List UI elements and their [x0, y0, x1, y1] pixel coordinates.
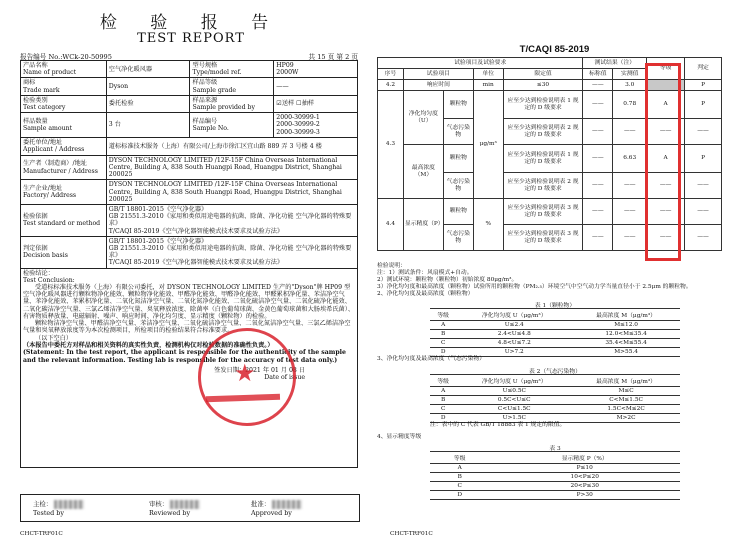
t3-cell: 10<P≤20 — [489, 473, 680, 482]
t2-cell: 0.5C<U≤C — [456, 396, 572, 405]
t2-cell: D — [430, 414, 456, 423]
tested-by-label: 主检： — [33, 500, 53, 508]
t1-cell: 35.4<M≤55.4 — [572, 339, 680, 348]
u-gas-grade: —— — [647, 119, 685, 145]
note-line: 2）测试环境：颗粒物（颗粒物）初始浓度 80μg/m³。 — [377, 277, 518, 283]
t1-cell: B — [430, 330, 456, 339]
t3-cell: C — [430, 482, 489, 491]
t1-cell: 12.0<M≤35.4 — [572, 330, 680, 339]
m-gas-label: 气态污染物 — [443, 173, 473, 199]
note-line: 3）净化均匀度和最高浓度（颗粒物）试验所用的颗粒物（PM₂.₅）环境空气中空气动力学当量直径小于 2.5μm 的颗粒物。 — [377, 284, 692, 290]
row-4-4-no: 4.4 — [378, 199, 404, 251]
factory-label: 生产企业/地址 Factory/ Address — [21, 180, 107, 205]
row-4-2-std: —— — [583, 80, 613, 91]
u-particle-limit: 应至少达到检验说明表 1 规定的 D 级要求 — [503, 91, 583, 119]
t2-head: 等级 — [430, 375, 456, 387]
sample-no-label: 样品编号 Sample No. — [190, 113, 274, 138]
category-value: 委托检验 — [106, 95, 190, 112]
manufacturer-value: DYSON TECHNOLOGY LIMITED /12F-15F China Overseas International Centre, Building A, 838 South Huangpi Road, Huangpu District, Shanghai 200025 — [106, 155, 357, 180]
test-notes — [377, 263, 722, 298]
t3-head: 显示精度 P（%） — [489, 452, 680, 464]
u-particle-std: —— — [583, 91, 613, 119]
table3-caption: 表 3 — [549, 446, 561, 452]
conclusion-body-2: 颗粒物洁净空气量、甲醛洁净空气量、苯洁净空气量、二氧化硫洁净空气量、二氧化氮洁净空气量、三氯乙烯洁净空气量和臭氧释放浓度等为本次检测项目，所检项目的检验结果符合标准要求。 — [23, 320, 351, 335]
head-result: 测试结果（注） — [583, 58, 647, 69]
model-label: 型号规格 Type/model ref. — [190, 61, 274, 78]
approved-by-label: 批准： — [251, 500, 271, 508]
t1-head: 等级 — [430, 309, 456, 321]
conclusion-body: 受道标标准技术服务（上海）有限公司委托，对 DYSON TECHNOLOGY LIMITED 生产的"Dyson"牌 HP09 型空气净化暖风器进行颗粒物净化能效、颗粒物净化能效、甲醛净化能效、甲醛净化能效、甲醛累积净化量、苯洁净空气量、苯净化能效、苯累积净化量、二氧化氮洁净空气量、二氧化氮净化能效、二氧化硫洁净空气量、二氧化硫净化能效、二氧化碳洁净空气量、三氯乙烯洁净空气量、臭氧释放浓度、除菌率（白色葡萄球菌、金黄色葡萄球菌和大肠埃希氏菌）、有害物质释放量、电磁辐射、噪声、响应时间、净化均匀度、显示精度（颗粒物）的检验。 — [23, 284, 355, 320]
u-gas-label: 气态污染物 — [443, 119, 473, 145]
m-gas-judge: —— — [685, 173, 722, 199]
factory-value: DYSON TECHNOLOGY LIMITED /12F-15F China Overseas International Centre, Building A, 838 South Huangpi Road, Huangpu District, Shanghai 200025 — [106, 180, 357, 205]
u-gas-meas: —— — [613, 119, 647, 145]
uniformity-label: 净化均匀度 （U） — [403, 91, 443, 145]
conclusion-blank: （以下空白） — [35, 334, 73, 342]
p-particle-limit: 应至少达到检验说明表 3 规定的 D 级要求 — [503, 199, 583, 225]
quantity-value: 3 台 — [106, 113, 190, 138]
u-particle-grade: A — [647, 91, 685, 119]
issue-date: 签发日期：2021 年 01 月 08 日 — [214, 367, 305, 375]
p-gas-limit: 应至少达到检验说明表 3 规定的 D 级要求 — [503, 225, 583, 251]
standard-title: T/CAQI 85-2019 — [519, 44, 590, 55]
report-info-table — [20, 60, 358, 468]
row-4-3-no: 4.3 — [378, 91, 404, 199]
quantity-label: 样品数量 Sample amount — [21, 113, 107, 138]
report-title-cn: 检 验 报 告 — [99, 13, 283, 33]
t3-cell: B — [430, 473, 489, 482]
signature-row — [20, 494, 360, 522]
t1-cell: 2.4<U≤4.8 — [456, 330, 572, 339]
grade-column-highlight — [645, 63, 681, 261]
model-value: HP09 2000W — [274, 61, 358, 78]
manufacturer-label: 生产者（制造商）/地址 Manufacturer / Address — [21, 155, 107, 180]
p-particle-meas: —— — [613, 199, 647, 225]
reviewed-by-label: 审核： — [149, 500, 169, 508]
note-line: 检验说明： — [377, 263, 406, 269]
t3-cell: P≤10 — [489, 464, 680, 473]
official-seal — [198, 328, 296, 426]
t2-cell: M≤C — [572, 387, 680, 396]
product-name-label: 产品名称 Name of product — [21, 61, 107, 78]
u-particle-meas: 0.78 — [613, 91, 647, 119]
statement-en: (Statement: In the test report, the applicant is responsible for the authenticity of the sample and the relevant information. Testing lab is responsible for the accuracy of test data only.) — [23, 348, 346, 364]
approved-by-signature — [272, 500, 302, 509]
t2-cell: 1.5C<M≤2C — [572, 405, 680, 414]
col-std: 标称值 — [583, 69, 613, 80]
standard-value: GB/T 18801-2015《空气净化器》 GB 21551.3-2010《家用和类似用途电器的抗菌、除菌、净化功能 空气净化器的特殊要求》 T/CAQI 85-2019《空气净化器智能模式技术要求及试验方法》 — [106, 205, 357, 237]
conclusion-cell — [21, 268, 358, 467]
u-gas-limit: 应至少达到检验说明表 2 规定的 D 级要求 — [503, 119, 583, 145]
m-particle-limit: 应至少达到检验说明表 1 规定的 D 级要求 — [503, 145, 583, 173]
page-number: 共 15 页 第 2 页 — [308, 53, 358, 61]
t3-cell: D — [430, 491, 489, 500]
unit-pct: % — [473, 199, 503, 251]
t1-cell: C — [430, 339, 456, 348]
t2-head: 净化均匀度 U（μg/m³） — [456, 375, 572, 387]
head-grade: 等级 — [647, 58, 685, 80]
note-line: 注：1）测试条件：风扇模式+自动。 — [377, 270, 473, 276]
t2-cell: C — [430, 405, 456, 414]
row-4-2-judge: P — [685, 80, 722, 91]
row-4-2-unit: min — [473, 80, 503, 91]
table1-caption: 表 1（颗粒物） — [534, 303, 576, 309]
t3-cell: P>30 — [489, 491, 680, 500]
table2-caption: 表 2（气态污染物） — [529, 369, 581, 375]
col-meas: 实测值 — [613, 69, 647, 80]
trademark-label: 商标 Trade mark — [21, 78, 107, 95]
source-value: ☑送样 ☐抽样 — [274, 95, 358, 112]
product-name-value: 空气净化暖风器 — [106, 61, 190, 78]
statement-cn: （本报告中委托方对样品和相关资料的真实性负责，检测机构仅对检验数据的准确性负责。） — [23, 341, 274, 349]
u-particle-label: 颗粒物 — [443, 91, 473, 119]
m-particle-meas: 6.63 — [613, 145, 647, 173]
col-unit: 单位 — [473, 69, 503, 80]
head-items: 试验项目及试验要求 — [378, 58, 583, 69]
t1-head: 最高浓度 M（μg/m³） — [572, 309, 680, 321]
col-no: 序号 — [378, 69, 404, 80]
category-label: 检验类别 Test category — [21, 95, 107, 112]
t3-head: 等级 — [430, 452, 489, 464]
reviewed-by-signature — [170, 500, 200, 509]
p-gas-std: —— — [583, 225, 613, 251]
col-limit: 限定值 — [503, 69, 583, 80]
reviewed-by-label-en: Reviewed by — [149, 508, 191, 517]
table1 — [430, 308, 680, 357]
t2-head: 最高浓度 M（μg/m³） — [572, 375, 680, 387]
report-title-en: TEST REPORT — [137, 31, 245, 46]
t2-cell: U≤0.5C — [456, 387, 572, 396]
row-4-2-limit: ≤30 — [503, 80, 583, 91]
right-report-page — [370, 0, 739, 545]
t1-head: 净化均匀度 U（μg/m³） — [456, 309, 572, 321]
u-gas-std: —— — [583, 119, 613, 145]
m-gas-meas: —— — [613, 173, 647, 199]
u-particle-judge: P — [685, 91, 722, 119]
conclusion-heading: 检验结论： — [23, 269, 54, 277]
m-particle-label: 颗粒物 — [443, 145, 473, 173]
t1-cell: 4.8<U≤7.2 — [456, 339, 572, 348]
applicant-value: 道标标准技术服务（上海）有限公司/上海市徐汇区宜山路 889 弄 3 号楼 4 楼 — [106, 137, 357, 155]
p-particle-grade: —— — [647, 199, 685, 225]
p-gas-judge: —— — [685, 225, 722, 251]
col-item: 试验项目 — [403, 69, 473, 80]
t2-cell: A — [430, 387, 456, 396]
t2-cell: M>2C — [572, 414, 680, 423]
m-gas-limit: 应至少达到检验说明表 2 规定的 D 级要求 — [503, 173, 583, 199]
p-particle-std: —— — [583, 199, 613, 225]
p-particle-label: 颗粒物 — [443, 199, 473, 225]
note-line: 2、净化均匀度及最高浓度（颗粒物） — [377, 291, 474, 297]
head-judge: 判定 — [685, 58, 722, 80]
u-gas-judge: —— — [685, 119, 722, 145]
m-particle-grade: A — [647, 145, 685, 173]
left-footer-code: CHCT-TRF01C — [20, 531, 63, 537]
row-4-2-meas: 3.0 — [613, 80, 647, 91]
table2-footer-note: 注：表中的 C 代表 GB/T 18883 表 1 规定的限值。 — [430, 422, 566, 428]
t2-cell: U>1.5C — [456, 414, 572, 423]
applicant-label: 委托单位/地址 Applicant / Address — [21, 137, 107, 155]
m-particle-judge: P — [685, 145, 722, 173]
m-particle-std: —— — [583, 145, 613, 173]
decision-value: GB/T 18801-2015《空气净化器》 GB 21551.3-2010《家用和类似用途电器的抗菌、除菌、净化功能 空气净化器的特殊要求》 T/CAQI 85-2019《空气净化器智能模式技术要求及试验方法》 — [106, 236, 357, 268]
sample-no-value: 2000-30999-1 2000-30999-2 2000-30999-3 — [274, 113, 358, 138]
right-footer-code: CHCT-TRF01C — [390, 531, 433, 537]
conclusion-heading-en: Test Conclusion: — [23, 276, 75, 284]
p-gas-meas: —— — [613, 225, 647, 251]
p-gas-grade: —— — [647, 225, 685, 251]
tested-by-label-en: Tested by — [33, 508, 65, 517]
row-4-2-no: 4.2 — [378, 80, 404, 91]
t2-cell: C<M≤1.5C — [572, 396, 680, 405]
source-label: 样品来源 Sample provided by — [190, 95, 274, 112]
table3 — [430, 451, 680, 500]
t2-cell: B — [430, 396, 456, 405]
t3-cell: A — [430, 464, 489, 473]
approved-by-label-en: Approved by — [251, 508, 292, 517]
row-4-2-item: 响应时间 — [403, 80, 473, 91]
p-particle-judge: —— — [685, 199, 722, 225]
table2 — [430, 374, 680, 423]
issue-date-en: Date of issue — [264, 374, 305, 382]
t1-cell: M≤12.0 — [572, 321, 680, 330]
m-gas-grade: —— — [647, 173, 685, 199]
max-concentration-label: 最高浓度（M） — [403, 145, 443, 199]
tested-by-signature — [54, 500, 84, 509]
table3-intro: 4、显示精度等级 — [377, 434, 422, 440]
grade-label: 样品等级 Sample grade — [190, 78, 274, 95]
t1-cell: U≤2.4 — [456, 321, 572, 330]
table2-intro: 3、净化均匀度及最高浓度（气态污染物） — [377, 356, 486, 362]
t3-cell: 20<P≤30 — [489, 482, 680, 491]
standard-label: 检验依据 Test standard or method — [21, 205, 107, 237]
t1-cell: D — [430, 348, 456, 357]
grade-value: —— — [274, 78, 358, 95]
display-accuracy-label: 显示精度（P） — [403, 199, 443, 251]
t2-cell: C<U≤1.5C — [456, 405, 572, 414]
t1-cell: A — [430, 321, 456, 330]
t1-cell: M>55.4 — [572, 348, 680, 357]
trademark-value: Dyson — [106, 78, 190, 95]
p-gas-label: 气态污染物 — [443, 225, 473, 251]
report-number: 报告编号 No.:WCk-20-50995 — [20, 53, 112, 61]
unit-ug-4-3: μg/m³ — [473, 91, 503, 199]
decision-label: 判定依据 Decision basis — [21, 236, 107, 268]
t1-cell: U>7.2 — [456, 348, 572, 357]
m-gas-std: —— — [583, 173, 613, 199]
